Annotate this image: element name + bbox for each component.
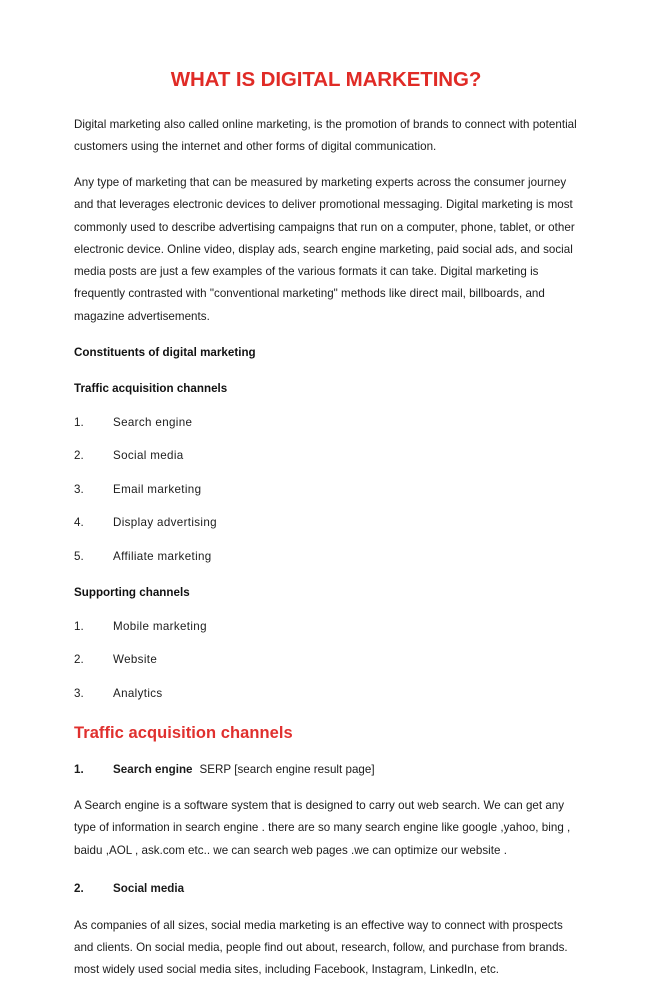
entry-label: Search engine [113,762,193,776]
list-item-number: 5. [74,550,84,564]
list-item-number: 2. [74,449,84,463]
list-item-label: Website [113,653,158,667]
list-item-label: Social media [113,449,184,463]
list-item [74,481,578,500]
list-item-label: Mobile marketing [113,619,207,633]
intro-paragraph-2: Any type of marketing that can be measured by marketing experts across the consumer journey and that leverages electronic devices to deliver promotional messaging. Digital marketing is most commonly used to describe advertising campaigns that run on a computer, phone, tablet, or other electronic device. Online video, display ads, search engine marketing, paid social ads, and social media posts are just a few examples of the various formats it can take. Digital marketing is frequently contrasted with "conventional marketing" methods like direct mail, billboards, and magazine advertisements. [74,176,575,323]
list-item [74,447,578,466]
document-content [74,68,578,995]
list-item-number: 2. [74,653,84,667]
list-item [74,548,578,567]
list-item-number: 4. [74,516,84,530]
list-item-number: 1. [74,415,84,429]
page-title: WHAT IS DIGITAL MARKETING? [170,68,482,91]
list-item [74,651,578,670]
traffic-acquisition-list [74,414,578,567]
entry-number: 1. [74,762,84,776]
list-item-label: Analytics [113,686,163,700]
entry-heading-search-engine [74,761,578,780]
constituents-heading: Constituents of digital marketing [74,345,256,359]
list-item-number: 3. [74,482,84,496]
list-item [74,514,578,533]
entry-body-search-engine: A Search engine is a software system that is designed to carry out web search. We can get any type of information in search engine . there are so many search engine like google ,yahoo, bing , baidu ,AOL , ask.com etc.. we can search web pages .we can optimize our website . [74,799,571,857]
list-item-number: 1. [74,619,84,633]
supporting-channels-list [74,618,578,704]
list-item-number: 3. [74,686,84,700]
entry-body-social-media: As companies of all sizes, social media marketing is an effective way to connect with prospects and clients. On social media, people find out about, research, follow, and purchase from brands. most widely used social media sites, including Facebook, Instagram, LinkedIn, etc. [74,918,568,977]
entry-label: Social media [113,881,185,895]
section-heading-traffic-acquisition: Traffic acquisition channels [74,724,293,743]
list-item [74,414,578,433]
list-item [74,685,578,704]
traffic-acquisition-subheading: Traffic acquisition channels [74,381,228,395]
intro-paragraph-1: Digital marketing also called online marketing, is the promotion of brands to connect with potential customers using the internet and other forms of digital communication. [74,117,577,153]
list-item-label: Search engine [113,415,193,429]
entry-tail: SERP [search engine result page] [199,762,375,776]
list-item [74,618,578,637]
list-item-label: Email marketing [113,482,202,496]
entry-number: 2. [74,881,84,895]
list-item-label: Affiliate marketing [113,550,212,564]
list-item-label: Display advertising [113,516,217,530]
entry-heading-social-media [74,880,578,899]
supporting-channels-subheading: Supporting channels [74,585,190,599]
